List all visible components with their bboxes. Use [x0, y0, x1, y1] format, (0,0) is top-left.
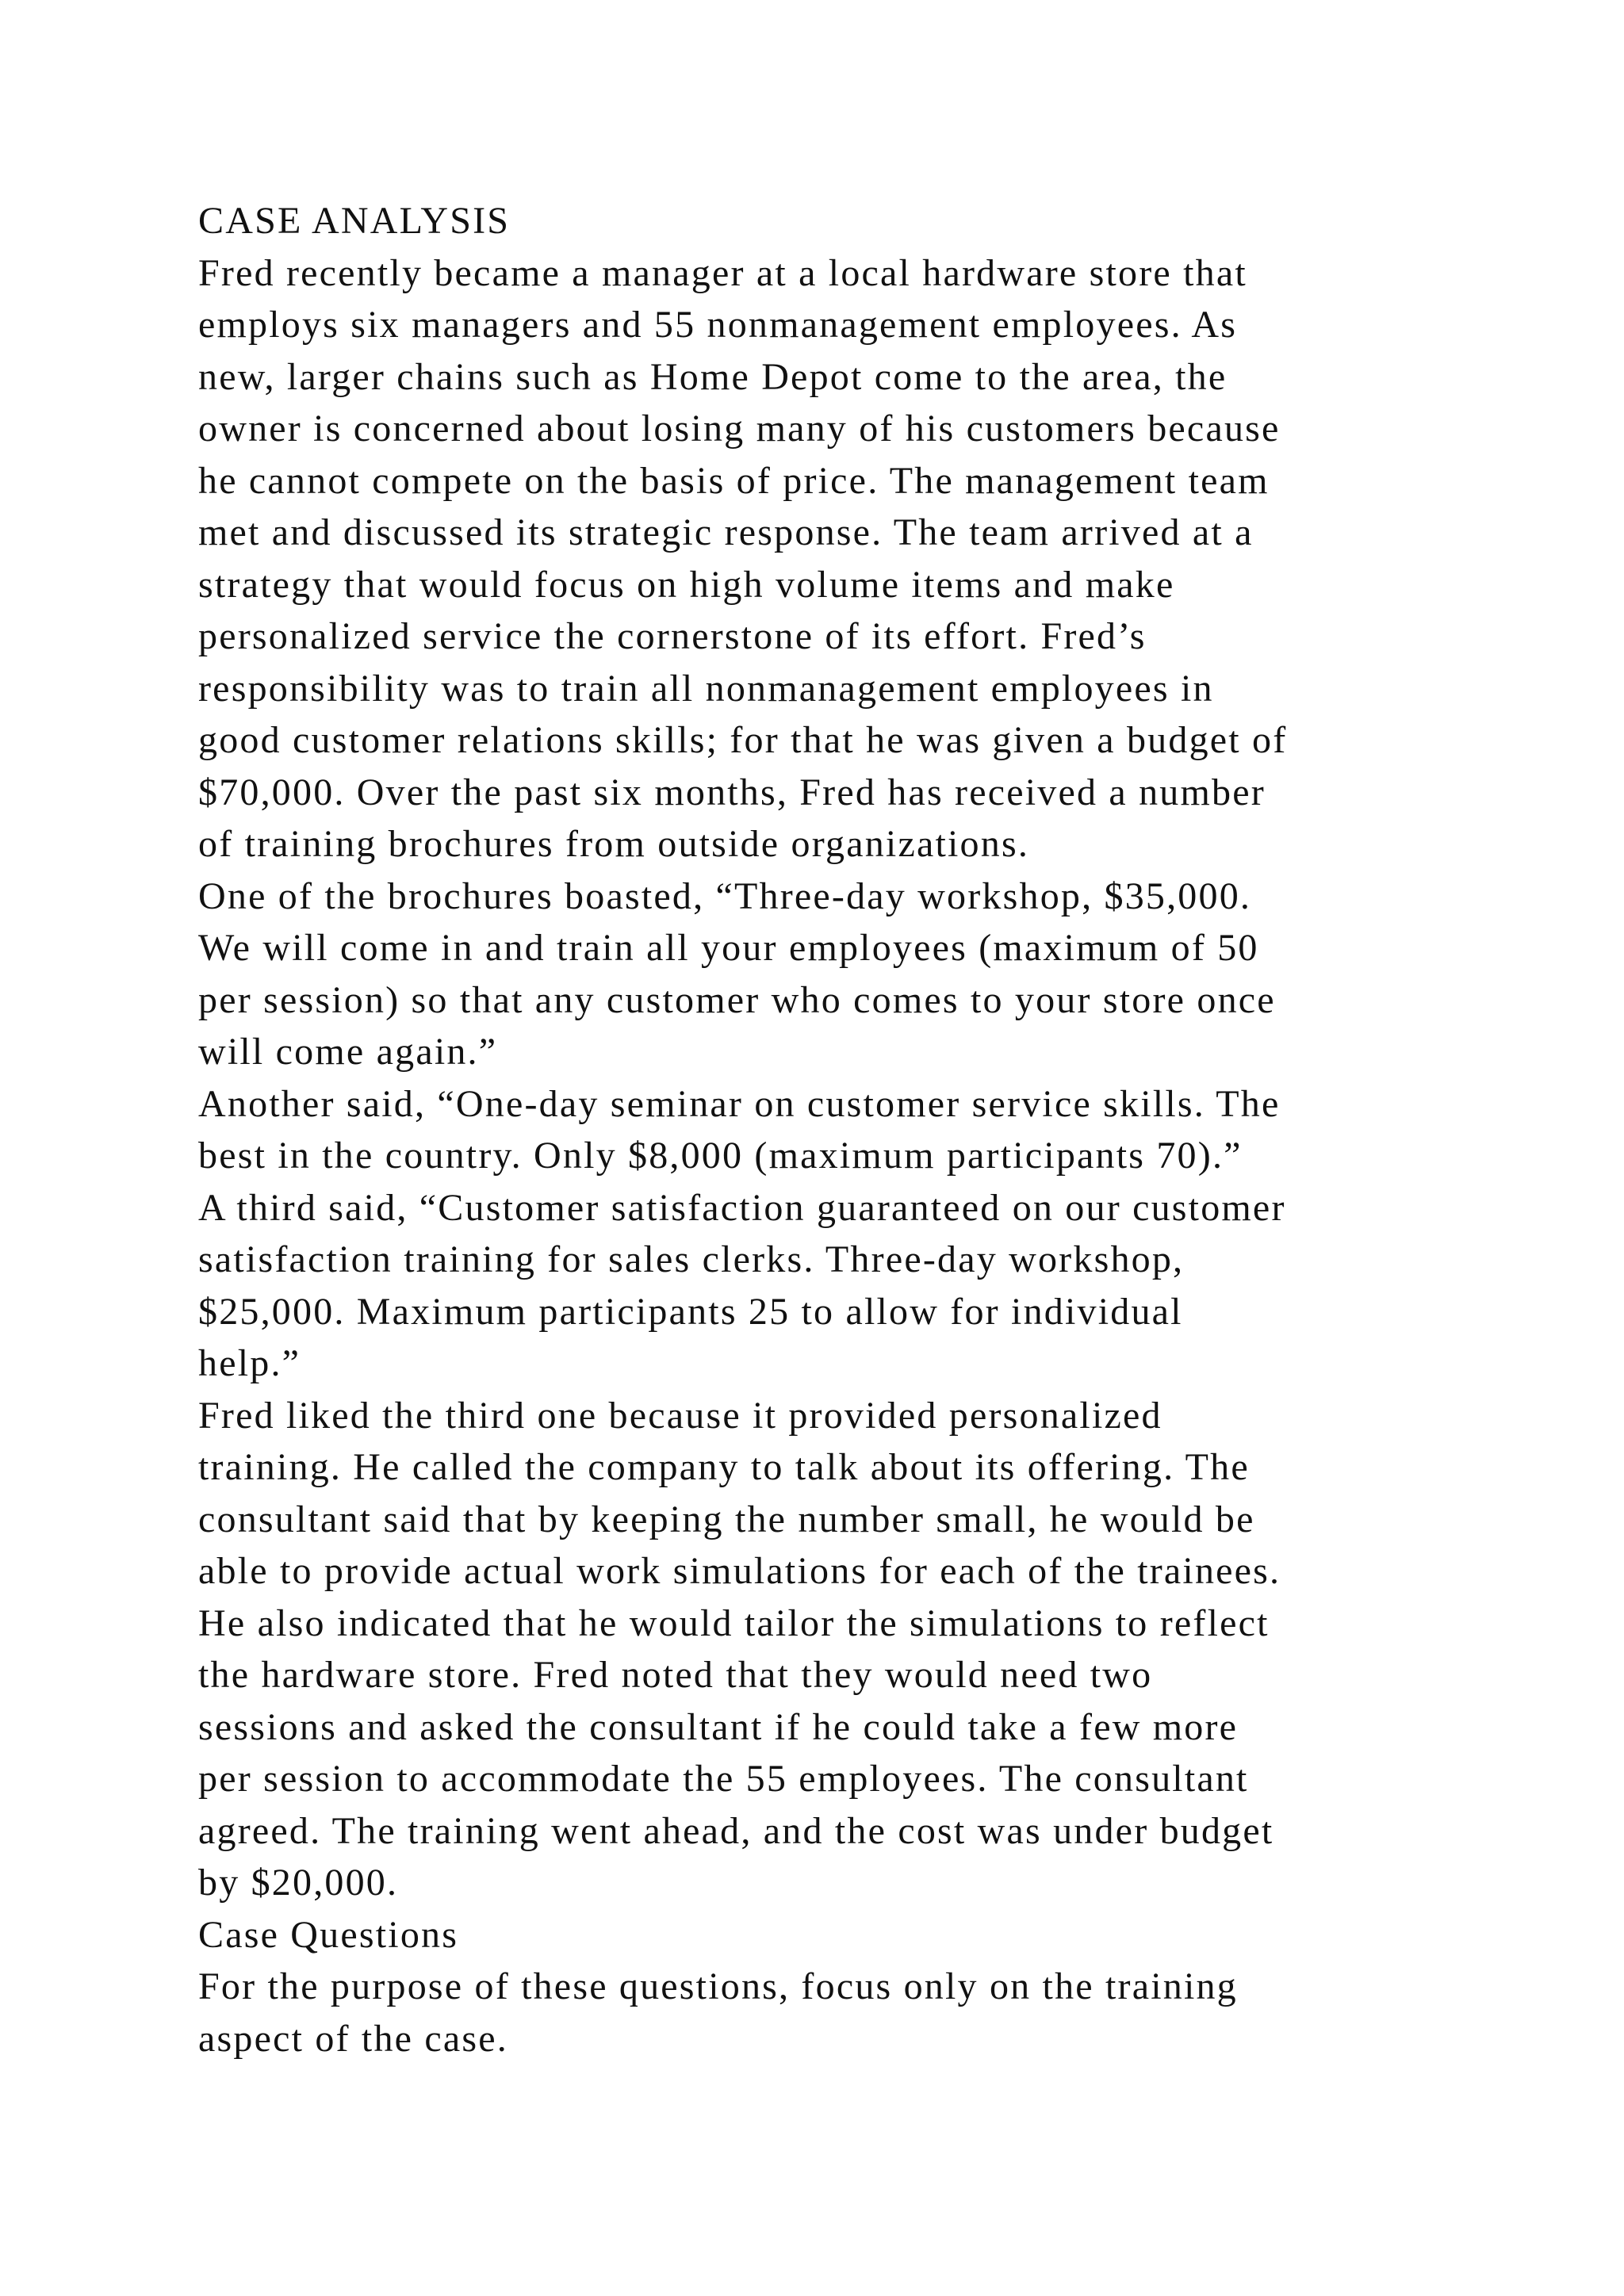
paragraph-line: A third said, “Customer satisfaction guaranteed on our customer	[198, 1186, 1286, 1229]
paragraph-line: will come again.”	[198, 1031, 498, 1073]
paragraph-line: strategy that would focus on high volume items and make	[198, 563, 1175, 606]
paragraph-line: he cannot compete on the basis of price. The management team	[198, 459, 1270, 502]
paragraph-line: responsibility was to train all nonmanagement employees in	[198, 667, 1214, 710]
paragraph-line: of training brochures from outside organizations.	[198, 823, 1030, 865]
paragraph-line: Fred recently became a manager at a local hardware store that	[198, 251, 1247, 294]
paragraph-line: He also indicated that he would tailor the simulations to reflect	[198, 1601, 1270, 1644]
paragraph-line: agreed. The training went ahead, and the cost was under budget	[198, 1809, 1274, 1852]
paragraph-line: satisfaction training for sales clerks. Three-day workshop,	[198, 1238, 1185, 1280]
paragraph-line: met and discussed its strategic response. The team arrived at a	[198, 511, 1254, 553]
paragraph-line: personalized service the cornerstone of its effort. Fred’s	[198, 615, 1147, 657]
paragraph-line: $25,000. Maximum participants 25 to allow for individual	[198, 1290, 1183, 1333]
paragraph-line: owner is concerned about losing many of his customers because	[198, 408, 1281, 450]
paragraph-line: $70,000. Over the past six months, Fred has received a number	[198, 771, 1266, 813]
subheading-line: Case Questions	[198, 1913, 459, 1956]
paragraph-line: Another said, “One-day seminar on customer service skills. The	[198, 1082, 1281, 1125]
paragraph-line: new, larger chains such as Home Depot come to the area, the	[198, 355, 1228, 398]
paragraph-line: aspect of the case.	[198, 2017, 508, 2060]
section-heading: CASE ANALYSIS	[198, 200, 511, 242]
document-body	[198, 195, 1507, 2064]
paragraph-line: good customer relations skills; for that he was given a budget of	[198, 719, 1288, 761]
paragraph-line: Fred liked the third one because it provided personalized	[198, 1394, 1162, 1437]
paragraph-line: per session to accommodate the 55 employees. The consultant	[198, 1758, 1249, 1800]
paragraph-line: We will come in and train all your employees (maximum of 50	[198, 927, 1259, 969]
paragraph-line: per session) so that any customer who comes to your store once	[198, 978, 1276, 1021]
paragraph-line: the hardware store. Fred noted that they would need two	[198, 1654, 1153, 1696]
paragraph-line: One of the brochures boasted, “Three-day workshop, $35,000.	[198, 874, 1252, 917]
paragraph-line: training. He called the company to talk about its offering. The	[198, 1446, 1250, 1488]
paragraph-line: best in the country. Only $8,000 (maximum participants 70).”	[198, 1135, 1243, 1177]
paragraph-line: For the purpose of these questions, focus only on the training	[198, 1965, 1238, 2007]
paragraph-line: sessions and asked the consultant if he could take a few more	[198, 1705, 1239, 1748]
paragraph-line: employs six managers and 55 nonmanagement employees. As	[198, 304, 1238, 346]
paragraph-line: help.”	[198, 1342, 301, 1384]
paragraph-line: consultant said that by keeping the number small, he would be	[198, 1498, 1255, 1540]
paragraph-line: able to provide actual work simulations for each of the trainees.	[198, 1550, 1281, 1592]
paragraph-line: by $20,000.	[198, 1862, 399, 1904]
